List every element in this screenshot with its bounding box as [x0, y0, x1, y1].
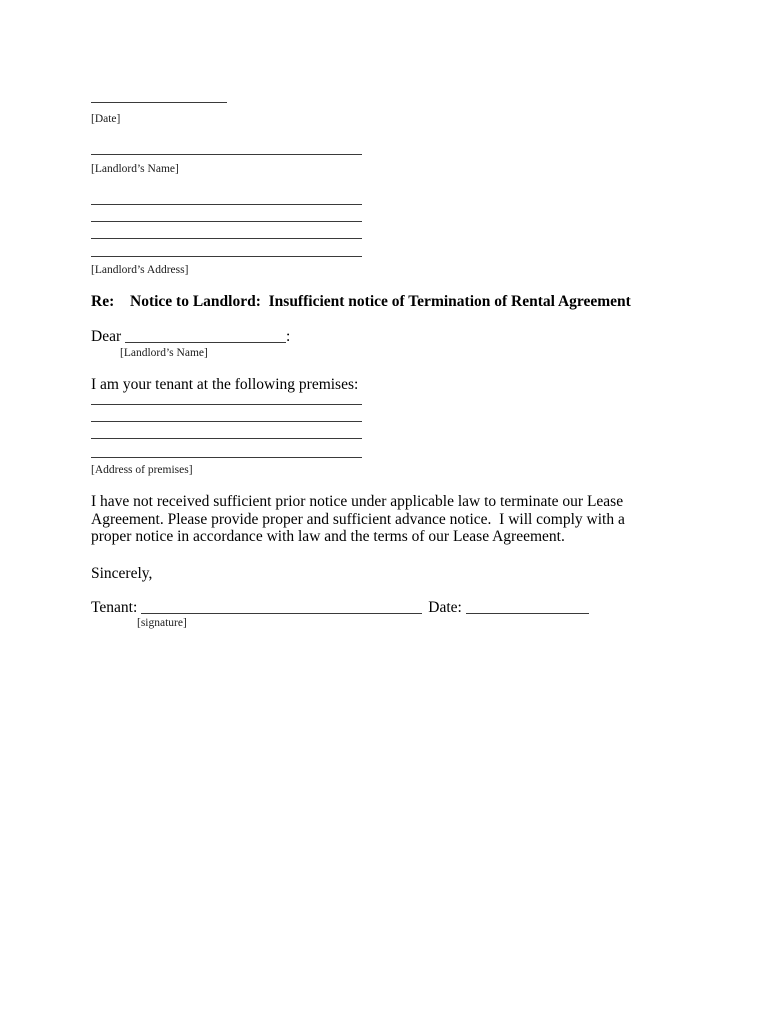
letter-content	[91, 0, 665, 630]
date-label: [Date]	[91, 113, 121, 125]
tenant-signature-blank	[141, 600, 422, 614]
closing-sincerely: Sincerely,	[91, 564, 153, 582]
date-field-blank	[466, 600, 589, 614]
signature-label: [signature]	[137, 616, 187, 629]
premises-address-blank-line	[91, 438, 362, 439]
salutation-suffix: :	[286, 328, 291, 345]
premises-address-label: [Address of premises]	[91, 464, 193, 476]
salutation-name-label: [Landlord’s Name]	[120, 347, 208, 359]
date-field-label: Date:	[428, 598, 462, 616]
subject-prefix: Re:	[91, 293, 115, 310]
premises-address-blank-line	[91, 421, 362, 422]
signature-line	[91, 598, 665, 617]
premises-address-blank-line	[91, 404, 362, 405]
premises-address-blank-line	[91, 457, 362, 458]
salutation-line	[91, 327, 665, 346]
landlord-address-label: [Landlord’s Address]	[91, 264, 189, 276]
landlord-address-blank-line	[91, 204, 362, 205]
salutation-name-blank	[125, 329, 286, 343]
landlord-address-blank-line	[91, 256, 362, 257]
landlord-name-label: [Landlord’s Name]	[91, 163, 179, 175]
date-blank-line	[91, 102, 227, 103]
premises-intro: I am your tenant at the following premises:	[91, 376, 359, 393]
body-paragraph: I have not received sufficient prior notice under applicable law to terminate our Lease Agreement. Please provide proper and sufficient advance notice. I will comply with a proper notice in accordance with law and the terms of our Lease Agreement.	[91, 493, 629, 545]
landlord-name-blank-line	[91, 154, 362, 155]
landlord-address-blank-line	[91, 238, 362, 239]
subject-text: Notice to Landlord: Insufficient notice of Termination of Rental Agreement	[130, 293, 631, 310]
subject-line	[91, 292, 665, 311]
tenant-label: Tenant:	[91, 598, 138, 616]
landlord-address-blank-line	[91, 221, 362, 222]
salutation-prefix: Dear	[91, 328, 122, 345]
